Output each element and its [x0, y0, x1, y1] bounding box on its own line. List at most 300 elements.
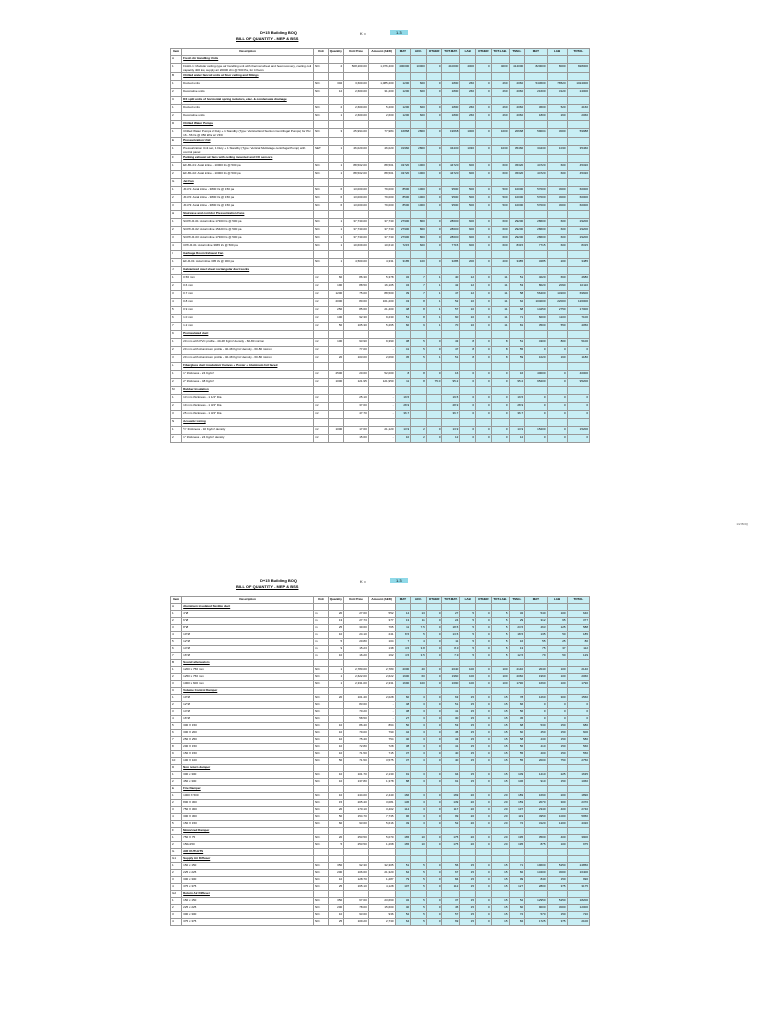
table-cell: 3: [411, 772, 427, 779]
table-cell: 6: [328, 195, 344, 203]
table-row: [171, 814, 590, 821]
section-row: [171, 828, 590, 835]
table-cell: 195: [509, 842, 525, 849]
table-cell: 600: [491, 227, 509, 235]
table-cell: 377: [567, 618, 589, 625]
table-cell: [395, 179, 411, 187]
table-cell: -: [368, 702, 395, 709]
table-cell: 1725: [525, 919, 547, 926]
table-cell: 38: [395, 339, 411, 347]
description-cell: 150x150: [182, 842, 314, 849]
table-cell: 7: [411, 283, 427, 291]
table-cell: 0: [476, 163, 492, 171]
table-cell: [476, 155, 492, 163]
table-cell: [491, 786, 509, 793]
table-cell: [525, 387, 547, 395]
table-cell: 37,730: [368, 235, 395, 243]
table-cell: [411, 211, 427, 219]
table-cell: 0: [476, 219, 492, 227]
table-cell: 88.50: [344, 283, 369, 291]
table-cell: 6: [171, 730, 182, 737]
table-cell: 1: [171, 163, 182, 171]
table-cell: 2060: [509, 113, 525, 121]
table-cell: [525, 138, 547, 146]
table-cell: 0: [426, 730, 442, 737]
table-cell: 0: [476, 625, 492, 632]
table-cell: [328, 604, 344, 611]
table-cell: 3: [411, 730, 427, 737]
table-cell: [328, 331, 344, 339]
table-cell: 11: [491, 307, 509, 315]
table-cell: 715: [368, 751, 395, 758]
table-cell: 5: [411, 339, 427, 347]
table-cell: 15: [460, 863, 476, 870]
table-cell: 78520: [547, 81, 567, 89]
table-cell: 107: [395, 884, 411, 891]
table-row: [171, 618, 590, 625]
table-cell: 70: [442, 323, 460, 331]
table-cell: 12: [460, 275, 476, 283]
table-row: [171, 877, 590, 884]
table-cell: 11: [491, 315, 509, 323]
table-cell: 0: [426, 618, 442, 625]
table-cell: 0: [426, 863, 442, 870]
table-cell: 600: [567, 730, 589, 737]
table-cell: 1: [328, 259, 344, 267]
table-cell: [344, 363, 369, 371]
table-cell: 88,500: [368, 291, 395, 299]
table-cell: 840: [525, 877, 547, 884]
table-cell: 20: [328, 835, 344, 842]
table-cell: 3: [411, 821, 427, 828]
table-cell: 42: [395, 730, 411, 737]
column-header: MAT: [395, 597, 411, 604]
table-row: [171, 146, 590, 155]
table-cell: 165: [395, 842, 411, 849]
table-cell: [509, 604, 525, 611]
table-cell: [328, 97, 344, 105]
table-cell: 79,000: [368, 195, 395, 203]
table-cell: 101.70: [344, 772, 369, 779]
table-cell: 1200: [395, 113, 411, 121]
table-cell: 7715: [525, 243, 547, 251]
table-cell: [368, 267, 395, 275]
column-header: Quantity: [328, 49, 344, 56]
table-cell: m²: [314, 435, 329, 443]
table-cell: [460, 97, 476, 105]
table-cell: [509, 73, 525, 81]
table-cell: 3: [411, 695, 427, 702]
table-cell: [547, 211, 567, 219]
table-cell: 1: [171, 105, 182, 113]
table-cell: 828000: [567, 64, 589, 73]
table-cell: [509, 211, 525, 219]
table-cell: 1: [171, 64, 182, 73]
table-cell: C: [171, 97, 182, 105]
table-cell: 3: [411, 807, 427, 814]
table-cell: [368, 251, 395, 259]
table-cell: 3175: [567, 884, 589, 891]
table-cell: [314, 828, 329, 835]
document-title: D+15 Building BOQ: [260, 30, 298, 35]
table-cell: 4,331: [368, 259, 395, 267]
table-row: [171, 611, 590, 618]
table-cell: [426, 403, 442, 411]
table-cell: 0: [476, 744, 492, 751]
table-cell: 83.60: [344, 702, 369, 709]
table-cell: [344, 660, 369, 667]
table-cell: NO.: [314, 716, 329, 723]
table-cell: [547, 856, 567, 863]
table-cell: 1260: [525, 695, 547, 702]
table-cell: 190: [328, 283, 344, 291]
table-cell: 0: [476, 674, 492, 681]
table-cell: 0: [426, 800, 442, 807]
table-cell: SET: [314, 146, 329, 155]
table-cell: 3: [171, 807, 182, 814]
table-cell: 91: [395, 772, 411, 779]
table-cell: 40: [395, 905, 411, 912]
table-cell: [567, 155, 589, 163]
table-cell: [411, 891, 427, 898]
table-cell: 59988: [567, 129, 589, 138]
table-cell: [525, 604, 547, 611]
table-cell: 19.5: [442, 395, 460, 403]
table-cell: [525, 121, 547, 129]
table-cell: [411, 179, 427, 187]
table-cell: [476, 73, 492, 81]
table-row: [171, 299, 590, 307]
table-cell: 7,735: [368, 814, 395, 821]
table-cell: 44720: [442, 163, 460, 171]
table-cell: 0: [547, 411, 567, 419]
table-cell: 43: [395, 299, 411, 307]
table-cell: [368, 828, 395, 835]
table-cell: 10: [460, 315, 476, 323]
table-cell: 40000: [567, 371, 589, 379]
table-cell: NO.: [314, 89, 329, 97]
table-cell: 24850: [567, 863, 589, 870]
table-cell: 0: [426, 744, 442, 751]
table-cell: 260: [491, 113, 509, 121]
table-cell: 15: [491, 730, 509, 737]
table-cell: 2800: [525, 884, 547, 891]
table-cell: 600: [411, 105, 427, 113]
table-cell: 0: [476, 187, 492, 195]
table-cell: 1180: [567, 355, 589, 363]
table-cell: 2,130: [368, 772, 395, 779]
description-cell: 150 x 150: [182, 898, 314, 905]
table-cell: 2: [171, 702, 182, 709]
table-cell: [411, 604, 427, 611]
table-cell: [314, 856, 329, 863]
table-cell: [314, 251, 329, 259]
table-cell: [328, 856, 344, 863]
table-cell: 57000: [525, 187, 547, 195]
table-cell: 0: [525, 716, 547, 723]
k-factor-value: 1.3: [390, 30, 408, 35]
table-cell: 0: [476, 427, 492, 435]
table-cell: 1060: [567, 779, 589, 786]
table-cell: 45: [395, 355, 411, 363]
table-cell: 0: [476, 403, 492, 411]
table-cell: 6: [328, 203, 344, 211]
table-cell: m²: [314, 315, 329, 323]
description-cell: 1000 x 600 mm: [182, 681, 314, 688]
table-cell: 11: [491, 323, 509, 331]
table-cell: NO.: [314, 113, 329, 121]
description-cell: 300 X 200: [182, 730, 314, 737]
table-cell: 3: [411, 751, 427, 758]
description-cell: SCPF-R-01: Axial inline 17300 l/s @ 500 pa: [182, 219, 314, 227]
table-cell: 112: [567, 646, 589, 653]
table-cell: [344, 331, 369, 339]
table-cell: m²: [314, 427, 329, 435]
table-cell: [476, 56, 492, 64]
table-cell: 8500: [395, 195, 411, 203]
table-cell: 1: [171, 667, 182, 674]
table-cell: 15: [460, 870, 476, 877]
table-cell: 15: [460, 758, 476, 765]
table-cell: 260: [491, 89, 509, 97]
table-row: [171, 315, 590, 323]
table-cell: 7: [171, 653, 182, 660]
table-cell: 13.9: [395, 427, 411, 435]
table-cell: 166: [395, 793, 411, 800]
table-cell: 3: [171, 681, 182, 688]
section-row: [171, 786, 590, 793]
table-cell: 1690: [525, 681, 547, 688]
table-cell: 10: [328, 751, 344, 758]
table-cell: 13400: [525, 870, 547, 877]
table-cell: 0: [567, 347, 589, 355]
table-cell: 66: [509, 702, 525, 709]
table-cell: 3000: [547, 203, 567, 211]
table-cell: [314, 121, 329, 129]
table-cell: [509, 179, 525, 187]
table-cell: 15: [460, 744, 476, 751]
table-cell: 0: [476, 291, 492, 299]
table-cell: [509, 331, 525, 339]
table-cell: [344, 155, 369, 163]
table-cell: 4050: [567, 323, 589, 331]
table-cell: 15: [491, 751, 509, 758]
table-cell: 0: [476, 639, 492, 646]
table-cell: [476, 331, 492, 339]
table-cell: 8: [411, 299, 427, 307]
table-cell: NO.: [314, 681, 329, 688]
table-cell: 3: [411, 779, 427, 786]
table-row: [171, 821, 590, 828]
table-cell: 84: [442, 877, 460, 884]
table-cell: 1: [171, 275, 182, 283]
table-cell: 5: [411, 912, 427, 919]
table-cell: 463: [525, 625, 547, 632]
table-cell: 0: [525, 411, 547, 419]
table-cell: [344, 251, 369, 259]
table-cell: 3500: [525, 835, 547, 842]
table-cell: [547, 660, 567, 667]
table-cell: 27900: [395, 219, 411, 227]
table-cell: 13200: [547, 291, 567, 299]
description-cell: JF-P1: Axial inline - 3800 l/s @ 150 pa: [182, 187, 314, 195]
table-cell: J: [171, 267, 182, 275]
table-cell: 24000: [567, 89, 589, 97]
table-cell: 50: [328, 323, 344, 331]
table-cell: 1000: [411, 203, 427, 211]
table-cell: 0: [476, 779, 492, 786]
table-cell: 312: [525, 618, 547, 625]
table-cell: 34: [395, 283, 411, 291]
table-cell: 1960: [525, 674, 547, 681]
table-cell: [426, 97, 442, 105]
table-cell: 100: [547, 842, 567, 849]
description-cell: DX split units of horizontal spring isolators, elec. & condensate drainage: [182, 97, 314, 105]
table-cell: 32: [395, 898, 411, 905]
table-cell: 60000: [567, 187, 589, 195]
table-cell: 2,060: [368, 355, 395, 363]
table-cell: 1690: [395, 681, 411, 688]
table-cell: 32: [395, 275, 411, 283]
table-cell: 15: [491, 919, 509, 926]
table-cell: 1: [171, 863, 182, 870]
table-cell: [567, 660, 589, 667]
table-row: [171, 105, 590, 113]
table-cell: 1000: [411, 171, 427, 179]
table-cell: 15: [460, 772, 476, 779]
table-cell: 29200: [509, 235, 525, 243]
table-cell: 2: [171, 870, 182, 877]
table-cell: 15: [491, 863, 509, 870]
table-cell: N: [171, 419, 182, 427]
table-cell: D: [171, 121, 182, 129]
description-cell: Volume Control Damper: [182, 688, 314, 695]
table-cell: m: [314, 653, 329, 660]
table-cell: 0: [491, 411, 509, 419]
table-cell: 43: [442, 339, 460, 347]
table-cell: 0: [426, 681, 442, 688]
section-row: [171, 179, 590, 187]
table-cell: 1: [328, 674, 344, 681]
table-cell: 117: [442, 807, 460, 814]
table-cell: 5: [411, 632, 427, 639]
table-cell: [509, 363, 525, 371]
table-cell: [442, 73, 460, 81]
table-cell: D: [171, 765, 182, 772]
table-cell: [344, 97, 369, 105]
table-cell: [411, 828, 427, 835]
section-row: [171, 267, 590, 275]
table-cell: 128.70: [344, 877, 369, 884]
table-cell: [442, 786, 460, 793]
table-cell: E: [171, 786, 182, 793]
table-cell: 189: [509, 793, 525, 800]
table-cell: 47.70: [344, 411, 369, 419]
table-cell: 0: [476, 730, 492, 737]
table-cell: 16: [509, 639, 525, 646]
table-cell: 3: [411, 716, 427, 723]
table-cell: 0: [426, 259, 442, 267]
table-cell: 36.7: [509, 411, 525, 419]
table-cell: [567, 856, 589, 863]
description-cell: 25 mm thickness - 1 3/4" Dia: [182, 411, 314, 419]
table-cell: m²: [314, 347, 329, 355]
table-cell: 96: [395, 814, 411, 821]
table-cell: [547, 121, 567, 129]
table-cell: 1: [328, 171, 344, 179]
table-cell: 1: [171, 427, 182, 435]
table-cell: 8: [171, 744, 182, 751]
table-cell: 88,501: [368, 163, 395, 171]
table-cell: 1: [171, 129, 182, 138]
table-cell: [328, 347, 344, 355]
table-cell: 92.30: [344, 863, 369, 870]
table-cell: 93.90: [344, 339, 369, 347]
column-header: TSM.L: [509, 597, 525, 604]
table-cell: 20: [328, 611, 344, 618]
description-cell: 20 mm with Aluminium profile - 40-48 Kg/m³ density - 60-80 micron: [182, 355, 314, 363]
table-cell: B: [171, 660, 182, 667]
table-cell: 1800: [525, 113, 547, 121]
table-cell: 1200: [547, 821, 567, 828]
column-header: OTHER: [426, 49, 442, 56]
description-cell: 16"Ø: [182, 653, 314, 660]
k-factor-value: 1.3: [390, 578, 408, 583]
table-cell: 11: [491, 299, 509, 307]
table-cell: 106.60: [344, 870, 369, 877]
column-header: MAT: [525, 597, 547, 604]
table-cell: 8: [411, 379, 427, 387]
table-cell: 500: [460, 195, 476, 203]
table-cell: 28600: [525, 235, 547, 243]
table-cell: [344, 891, 369, 898]
description-cell: 1250 x 750 mm: [182, 674, 314, 681]
description-cell: 250 X 250: [182, 737, 314, 744]
description-cell: 8"Ø: [182, 625, 314, 632]
table-cell: 0: [491, 395, 509, 403]
table-cell: 410000: [442, 64, 460, 73]
column-header: TOT.MAT.: [442, 49, 460, 56]
table-cell: 0: [547, 379, 567, 387]
table-cell: 1800: [442, 81, 460, 89]
table-cell: [314, 660, 329, 667]
table-row: [171, 632, 590, 639]
table-cell: 3.8: [411, 646, 427, 653]
table-cell: 27900: [395, 227, 411, 235]
table-cell: [567, 179, 589, 187]
table-cell: 69600: [567, 291, 589, 299]
table-cell: [442, 387, 460, 395]
table-cell: 37,730.00: [344, 219, 369, 227]
table-cell: 15: [328, 800, 344, 807]
table-cell: 0: [426, 235, 442, 243]
column-header: LAB: [460, 597, 476, 604]
column-header: MAT: [525, 49, 547, 56]
table-cell: 0: [476, 307, 492, 315]
table-cell: 45320: [567, 163, 589, 171]
table-cell: [509, 688, 525, 695]
k-factor-label: K =: [360, 579, 367, 584]
table-cell: [344, 604, 369, 611]
table-cell: 10000: [509, 195, 525, 203]
table-cell: 2: [171, 283, 182, 291]
table-cell: 53: [509, 283, 525, 291]
table-cell: 600: [547, 235, 567, 243]
table-cell: NO.: [314, 737, 329, 744]
table-cell: [476, 660, 492, 667]
table-cell: [525, 891, 547, 898]
column-header: Unit: [314, 49, 329, 56]
